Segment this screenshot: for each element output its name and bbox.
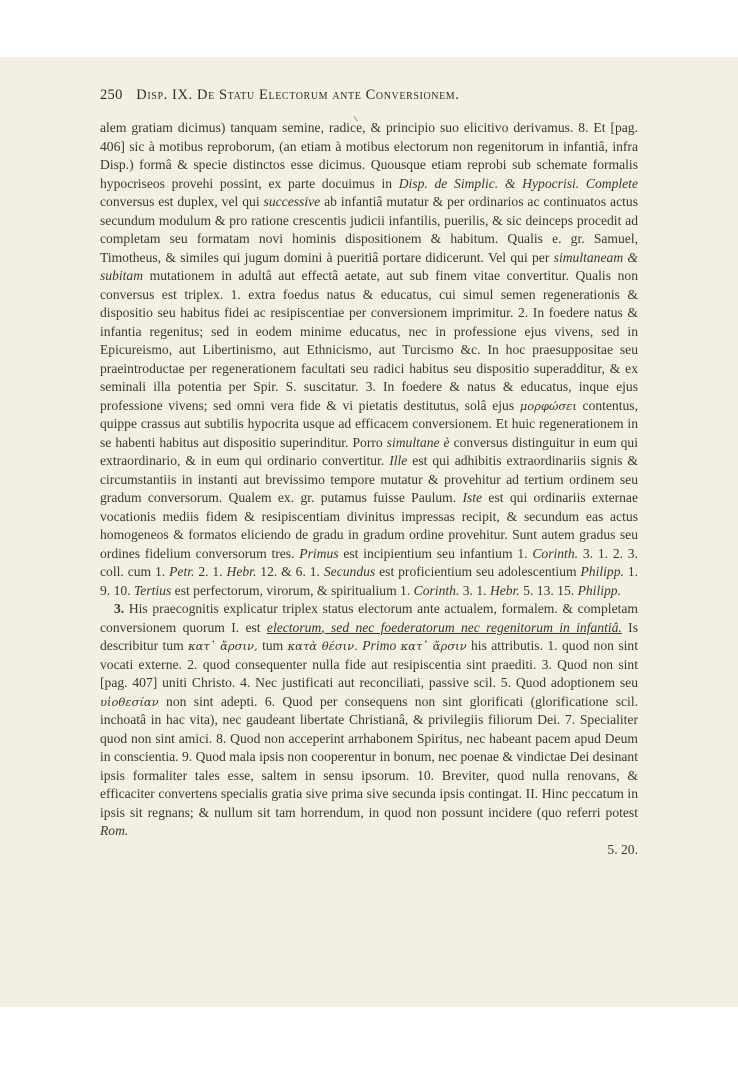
paragraph-1: [100, 119, 638, 600]
page-number: 250: [100, 87, 123, 103]
greek-run: κατ᾽ ἄρσιν: [400, 639, 467, 653]
italic-run: simultaneam & subitam: [100, 249, 638, 283]
text-run: 12. & 6. 1.: [256, 564, 324, 579]
italic-run: Philipp.: [577, 582, 621, 598]
text-run: ab infantiâ mutatur & per ordinarios ac continuatos actus secundum modulum & pro ratione crescentis judicii infantilis, puerilis, & sic deinceps procedit ad completam seu formatam novi hominis dispositionem & habitum. Qualis e. gr. Samuel, Timotheus, & similes qui jugum domini à pueritiâ portare didicerunt. Vel qui per: [100, 194, 638, 265]
paragraph-2: [100, 600, 638, 841]
italic-run: Primus: [299, 545, 339, 561]
text-run: est incipientium seu infantium 1.: [338, 545, 533, 561]
italic-run: Primo: [362, 638, 397, 653]
italic-run: Disp. de Simplic. & Hypocrisi.: [398, 175, 580, 191]
text-run: conversus distinguitur in eum qui extraordinario, & in eum qui ordinario convertitur.: [100, 434, 639, 468]
text-run: est qui adhibitis extraordinariis signis & circumstantiis in instanti aut brevissimo tempore mutatur & provehitur ad tertium ordinem seu gradum conversorum. Qualem ex. gr. putamus fuisse Paulum.: [100, 453, 638, 505]
text-run: conversus est duplex, vel qui: [100, 194, 264, 209]
text-run: 5. 13. 15.: [519, 582, 578, 598]
text-run: est perfectorum, virorum, & spiritualium 1.: [171, 582, 414, 598]
italic-run: Hebr.: [489, 582, 520, 598]
greek-run: μορφώσει: [519, 398, 577, 413]
text-run: His praecognitis explicatur triplex status electorum ante actualem, formalem. & completam conversionem quorum I. est: [100, 601, 638, 635]
text-run: alem gratiam dicimus) tanquam semine, radice, & principio suo elicitivo derivamus. 8. Et [pag. 406] sic à motibus reproborum, (an etiam à motibus electorum non regenitorum in infantiâ, infra Disp.) formâ & specie distinctos esse dicimus. Quousque etiam reprobi sub schemate formalis hypocriseos provehi possint, ex parte docuimus in: [100, 120, 638, 191]
italic-run: Corinth.: [413, 582, 460, 598]
italic-run: Philipp.: [580, 564, 624, 579]
body-text: [100, 119, 638, 859]
italic-run: Petr.: [169, 564, 195, 579]
text-run: 3. 1. 2. 3. coll. cum 1.: [100, 545, 639, 579]
section-number: 3.: [114, 601, 125, 616]
italic-underlined-run: electorum, sed nec foederatorum nec regenitorum in infantiâ.: [266, 619, 622, 635]
continuation-line: 5. 20.: [607, 841, 638, 857]
italic-run: Iste: [462, 490, 483, 505]
italic-run: successive: [263, 194, 321, 209]
book-page: [0, 57, 738, 1007]
italic-run: Rom.: [100, 823, 129, 838]
italic-run: Ille: [389, 453, 408, 468]
page-header: [100, 87, 640, 104]
text-run: Is describitur tum: [100, 619, 638, 653]
text-run: non sint adepti. 6. Quod per consequens non sint glorificati (glorificatione scil. inchoatâ in hac vita), nec gaudeant libertate Christianâ, & privilegiis filiorum Dei. 7. Specialiter quod non sint amici. 8. Quod non acceperint arrhabonem Spiritus, nec habeant pacem apud Deum in conscientia. 9. Quod mala ipsis non cooperentur in bonum, nec poenae & vindictae Dei desinant ipsis formaliter tales esse, saltem in sensu ipsorum. 10. Breviter, quod nulla renovans, & efficaciter convertens specialis gratia sive prima sive secunda ipsis contingat. II. Hinc peccatum in ipsis sit regnans; & nullum sit tam horrendum, in quod non possunt incidere (quo referri potest: [100, 693, 638, 820]
running-title: Disp. IX. De Statu Electorum ante Conversionem.: [136, 87, 460, 103]
text-run: 1. 9. 10.: [100, 564, 639, 598]
italic-run: Secundus: [323, 564, 376, 579]
italic-run: Tertius: [133, 582, 172, 598]
greek-run: κατὰ θέσιν.: [287, 639, 358, 653]
text-run: mutationem in adultâ aut effectâ aetate, aut sub finem vitae convertitur. Qualis non conversus est triplex. 1. extra foedus natus & educatus, cui simul semen regenerationis & dispositio seu habitus fidei ac resipiscentiae per conversionem imprimitur. 2. In foedere natus & infantia regenitus; sed in eodem minime educatus, nec in professione ejus vivens, sed in Epicureismo, aut Libertinismo, aut Ethnicismo, aut Turcismo &c. In hoc praesuppositae seu praeintroductae per regenerationem facultati seu radici habitus seu dispositio superadditur, & ex seminali illa potentia per Spir. S. suscitatur. 3. In foedere & natus & educatus, inque ejus professione vivens; sed omni vera fide & vi pietatis destitutus, solâ ejus: [100, 268, 638, 413]
text-run: est proficientium seu adolescentium: [375, 564, 581, 579]
text-run: [579, 176, 586, 191]
text-run: est qui ordinariis externae vocationis mediis fidem & resipiscentiam divinitus impressas recipit, & secundum eas actus homogeneos & formatos eliciendo de gradu in gradum ordine provehitur. Sunt autem gradus seu ordines fidelium conversorum tres.: [100, 490, 638, 561]
italic-run: Complete: [585, 175, 638, 191]
italic-run: simultane è: [386, 434, 450, 450]
italic-run: Hebr.: [226, 564, 257, 579]
text-run: his attributis. 1. quod non sint vocati externe. 2. quod consequenter nulla fide aut resipiscentia sint praediti. 3. Quod non sint [pag. 407] uniti Christo. 4. Nec justificati aut reconciliati, passive scil. 5. Quod adoptionem seu: [100, 638, 638, 690]
text-run: contentus, quippe crassus aut subtilis hypocrita usque ad efficacem conversionem. Et huic regenerationem in se habenti habitus aut dispositio superinditur. Porro: [100, 397, 638, 450]
text-run: tum: [257, 638, 288, 653]
greek-run: υἱοθεσίαν: [100, 694, 159, 709]
text-run: 2. 1.: [194, 564, 227, 579]
italic-run: Corinth.: [532, 545, 579, 561]
greek-run: κατ᾽ ἄρσιν,: [188, 639, 258, 653]
text-run: 3. 1.: [459, 582, 490, 598]
